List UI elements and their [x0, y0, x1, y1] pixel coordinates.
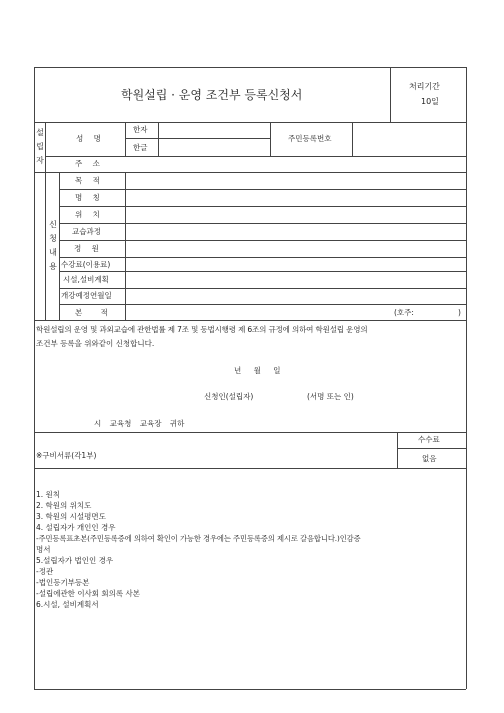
tuition-label: 수강료(이용료)	[61, 260, 111, 269]
academy-name-label: 명 칭	[75, 193, 100, 202]
list-item: 5.설립자가 법인인 경우	[36, 556, 114, 565]
list-item: 6.시설, 설비계획서	[36, 600, 99, 609]
hanja-name-field[interactable]	[159, 123, 269, 137]
opening-date-label: 개강예정연월일	[61, 291, 112, 300]
hangul-label: 한글	[133, 143, 148, 152]
list-item: 1. 원칙	[36, 490, 61, 499]
form-title: 학원설립 · 운영 조건부 등록신청서	[121, 88, 303, 102]
list-item: 2. 학원의 위치도	[36, 501, 92, 510]
list-item: 4. 설립자가 개인인 경우	[36, 523, 116, 532]
course-label: 교습과정	[72, 227, 101, 236]
statement-line-2: 조건부 등록을 위와같이 신청합니다.	[36, 339, 155, 348]
date-line: 년 월 일	[234, 366, 281, 375]
hangul-name-field[interactable]	[159, 139, 269, 155]
hanja-label: 한자	[133, 125, 148, 134]
capacity-field[interactable]	[126, 241, 465, 256]
applicant-label: 신청인(설립자)	[204, 392, 254, 401]
household-head-label: (호주:	[394, 308, 414, 317]
fee-label: 수수료	[418, 435, 440, 444]
required-documents-label: ※구비서류(각1부)	[36, 451, 97, 460]
statement-line-1: 학원설립의 운영 및 과외교습에 관한법률 제 7조 및 동법시행령 제 6조의 규정에 의하여 학원설립 운영의	[36, 325, 368, 334]
name-label: 성 명	[76, 134, 101, 143]
facility-plan-field[interactable]	[126, 272, 465, 287]
list-item: -법인등기부등본	[36, 578, 90, 587]
list-item: 3. 학원의 시설평면도	[36, 512, 106, 521]
resident-number-field[interactable]	[353, 123, 465, 155]
opening-date-field[interactable]	[126, 289, 465, 303]
domicile-field[interactable]	[126, 305, 465, 319]
tuition-field[interactable]	[126, 258, 465, 270]
domicile-label: 본 적	[75, 308, 108, 317]
processing-period-value: 10일	[421, 97, 439, 106]
resident-number-label: 주민등록번호	[288, 134, 332, 143]
list-item: 명서	[36, 545, 51, 554]
facility-plan-label: 시설,설비계획	[63, 275, 109, 284]
address-label: 주 소	[75, 159, 100, 168]
application-content-label: 신청내용	[49, 220, 57, 271]
address-field[interactable]	[126, 157, 465, 171]
addressee: 시 교육청 교육장 귀하	[94, 419, 185, 428]
purpose-field[interactable]	[126, 173, 465, 188]
signature-label: (서명 또는 인)	[307, 392, 354, 401]
list-item: -정관	[36, 567, 54, 576]
list-item: -주민등록표초본(주민등록증에 의하여 확인이 가능한 경우에는 주민등록증의 제시로 갈음합니다.)인감증	[36, 534, 361, 543]
course-field[interactable]	[126, 224, 465, 239]
academy-name-field[interactable]	[126, 190, 465, 205]
location-field[interactable]	[126, 207, 465, 222]
purpose-label: 목 적	[75, 176, 100, 185]
household-head-close: )	[458, 308, 461, 317]
capacity-label: 정 원	[74, 244, 99, 253]
processing-period-label: 처리기간	[409, 82, 440, 91]
establisher-label: 설립자	[36, 128, 44, 165]
location-label: 위 치	[75, 210, 100, 219]
fee-value: 없음	[422, 454, 437, 463]
list-item: -설립에관한 이사회 회의록 사본	[36, 589, 141, 598]
